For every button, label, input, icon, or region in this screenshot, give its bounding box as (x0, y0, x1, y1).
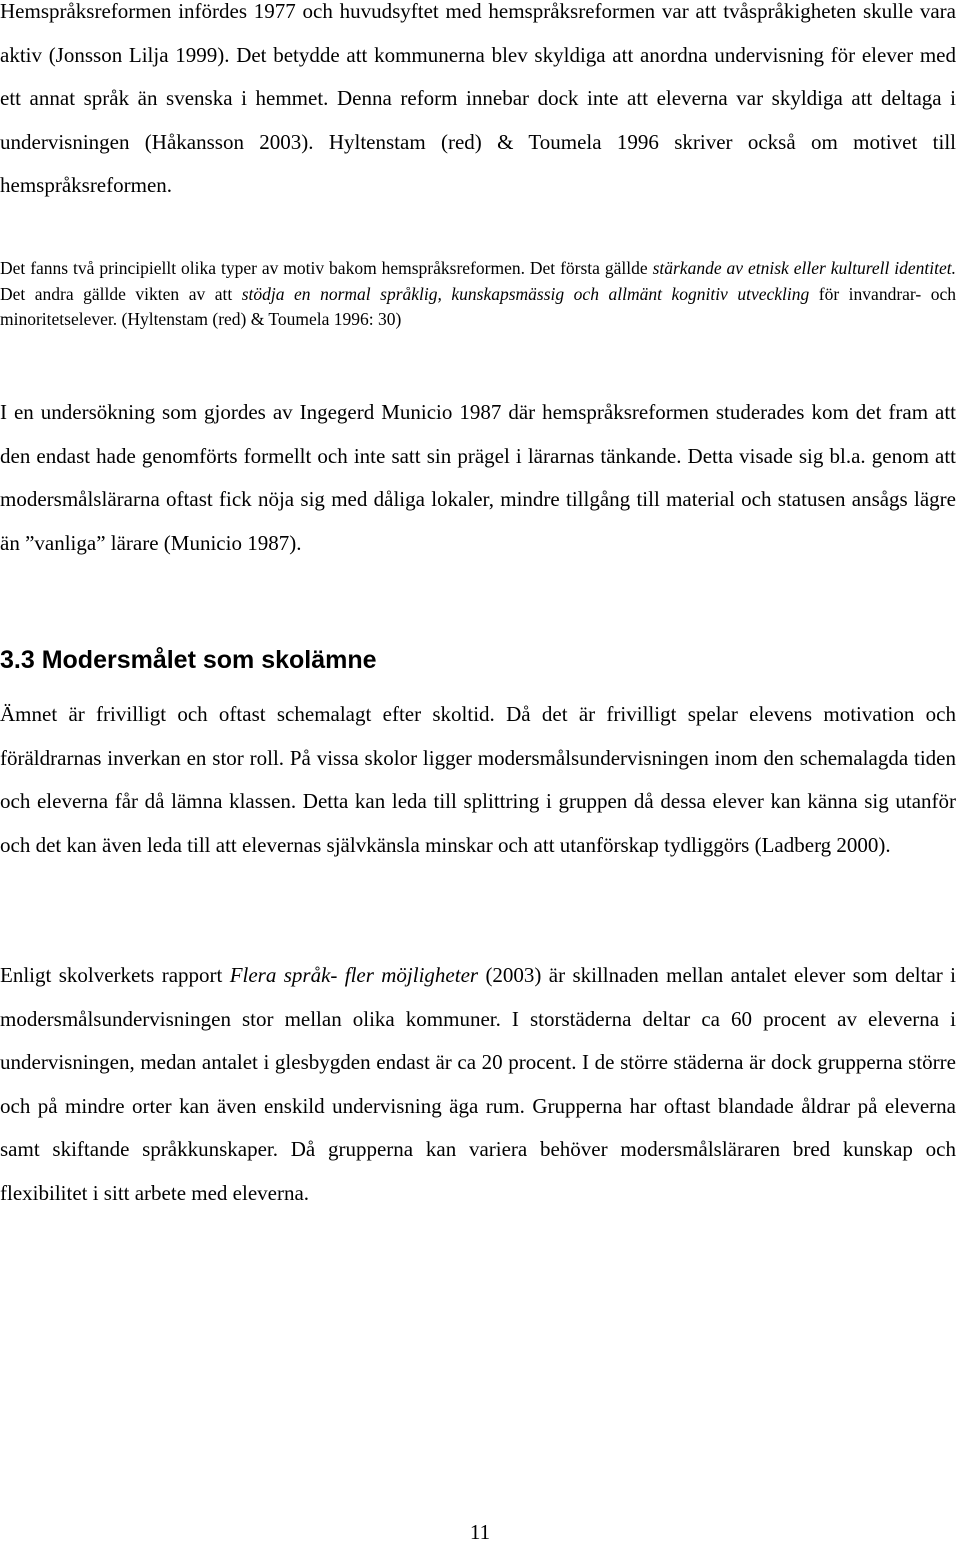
page-number: 11 (469, 1520, 491, 1544)
section-heading: 3.3 Modersmålet som skolämne (0, 646, 377, 674)
paragraph-text: (2003) är skillnaden mellan antalet elever som deltar i modersmålsundervisningen stor mellan olika kommuner. I storstäderna deltar ca 60 procent av eleverna i undervisningen, medan antalet i glesbygden endast är ca 20 procent. I de större städerna är dock grupperna större och på mindre orter kan även enskild undervisning äga rum. Grupperna har oftast blandade åldrar på eleverna samt skiftande språkkunskaper. Då grupperna kan variera behöver modersmålsläraren bred kunskap och flexibilitet i sitt arbete med eleverna. (0, 963, 956, 1205)
paragraph-municio: I en undersökning som gjordes av Ingegerd Municio 1987 där hemspråksreformen studerades kom det fram att den endast hade genomförts formellt och inte satt sin prägel i lärarnas tänkande. Detta visade sig bl.a. genom att modersmålslärarna oftast fick nöja sig med dåliga lokaler, mindre tillgång till material och statusen ansågs lägre än ”vanliga” lärare (Municio 1987). (0, 400, 956, 555)
block-quote (0, 256, 956, 333)
quote-emphasis: stödja en normal språklig, kunskapsmässig och allmänt kognitiv utveckling (241, 283, 810, 304)
paragraph-text: Enligt skolverkets rapport (0, 963, 230, 987)
quote-text: Det andra gällde vikten av att (0, 283, 242, 304)
paragraph-amnet: Ämnet är frivilligt och oftast schemalagt efter skoltid. Då det är frivilligt spelar elevens motivation och föräldrarnas inverkan en stor roll. På vissa skolor ligger modersmålsundervisningen inom den schemalagda tiden och eleverna får då lämna klassen. Detta kan leda till splittring i gruppen då dessa elever kan känna sig utanför och det kan även leda till att elevernas självkänsla minskar och att utanförskap tydliggörs (Ladberg 2000). (0, 702, 956, 857)
report-title: Flera språk- fler möjligheter (229, 963, 479, 987)
quote-emphasis: stärkande av etnisk eller kulturell identitet. (652, 258, 956, 278)
paragraph-hemspraksreformen: Hemspråksreformen infördes 1977 och huvudsyftet med hemspråksreformen var att tvåspråkigheten skulle vara aktiv (Jonsson Lilja 1999). Det betydde att kommunerna blev skyldiga att anordna undervisning för elever med ett annat språk än svenska i hemmet. Denna reform innebar dock inte att eleverna var skyldiga att deltaga i undervisningen (Håkansson 2003). Hyltenstam (red) & Toumela 1996 skriver också om motivet till hemspråksreformen. (0, 0, 956, 197)
quote-text: Det fanns två principiellt olika typer av motiv bakom hemspråksreformen. Det första gällde (0, 258, 653, 278)
paragraph-skolverket (0, 954, 956, 1215)
quote-text: för invandrar- och minoritetselever. (Hyltenstam (red) & Toumela 1996: 30) (0, 283, 956, 329)
